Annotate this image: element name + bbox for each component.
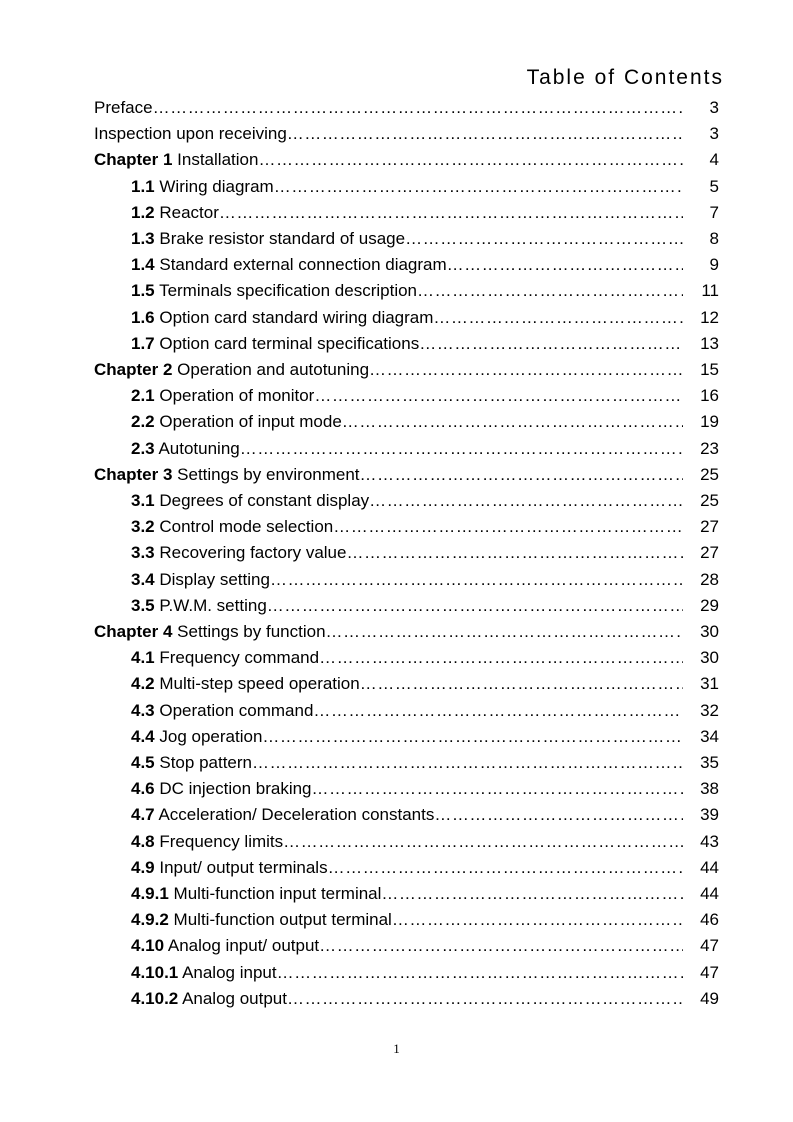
toc-entry-text [131, 645, 683, 671]
toc-entry-page: 13 [700, 333, 719, 353]
toc-entry-label: Operation of monitor [159, 386, 315, 406]
toc-entry-number: 1.7 [131, 333, 155, 353]
toc-entry-section[interactable] [0, 776, 793, 802]
toc-entry-number: 4.1 [131, 648, 155, 668]
toc-entry-number: 1.1 [131, 176, 155, 196]
toc-entry-label: Operation and autotuning [177, 360, 370, 379]
toc-entry-chapter[interactable] [0, 357, 793, 383]
toc-entry-number: Chapter 1 [94, 150, 173, 170]
toc-entry-page: 38 [700, 779, 719, 799]
toc-entry-label: Jog operation [159, 726, 263, 746]
toc-entry-label: Acceleration/ Deceleration constants [158, 805, 435, 825]
toc-entry-text [131, 750, 683, 776]
toc-entry-number: 4.10.2 [131, 988, 179, 1008]
toc-entry-section[interactable] [0, 593, 793, 619]
toc-entry-number: 4.9.2 [131, 910, 169, 930]
toc-entry-text [131, 698, 683, 724]
toc-entry-text [94, 462, 683, 488]
toc-entry-page: 32 [700, 700, 719, 720]
toc-entry-text [131, 855, 683, 881]
toc-entry-number: 1.6 [131, 307, 155, 327]
toc-entry-text [131, 488, 683, 514]
toc-entry-page: 35 [700, 753, 719, 772]
toc-entry-page: 39 [700, 805, 719, 825]
toc-entry-page: 3 [709, 98, 719, 117]
toc-entry-label: Analog output [182, 988, 287, 1008]
toc-entry-number: 4.7 [131, 805, 155, 825]
toc-entry-label: Frequency limits [159, 831, 284, 851]
toc-entry-text [131, 671, 683, 697]
toc-entry-label: Degrees of constant display [159, 491, 370, 510]
toc-entry-chapter[interactable] [0, 619, 793, 645]
toc-entry-number: 3.4 [131, 569, 155, 589]
toc-entry-number: 4.8 [131, 831, 155, 851]
toc-entry-page: 19 [700, 412, 719, 432]
toc-entry-text [131, 200, 683, 226]
toc-entry-text [131, 960, 683, 986]
toc-entry-label: Preface [94, 98, 153, 117]
toc-entry-label: Frequency command [159, 648, 320, 668]
toc-entry-page: 11 [701, 281, 719, 301]
toc-entry-section[interactable] [0, 567, 793, 593]
toc-entry-chapter[interactable] [0, 462, 793, 488]
toc-entry-section[interactable] [0, 540, 793, 566]
toc-entry-text [131, 907, 683, 933]
toc-entry-page: 15 [700, 360, 719, 379]
toc-entry-section[interactable] [0, 383, 793, 409]
toc-entry-number: 4.5 [131, 753, 155, 772]
toc-entry-page: 31 [700, 674, 719, 694]
toc-entry-number: Chapter 4 [94, 622, 173, 641]
toc-entry-text [131, 305, 683, 331]
toc-entry-text [131, 540, 683, 566]
toc-entry-section[interactable] [0, 855, 793, 881]
toc-entry-section[interactable] [0, 174, 793, 200]
toc-entry-number: 2.1 [131, 386, 155, 406]
toc-entry-section[interactable] [0, 960, 793, 986]
toc-entry-text [131, 331, 683, 357]
toc-entry-page: 27 [700, 543, 719, 563]
toc-entry-label: Recovering factory value [159, 543, 347, 563]
toc-entry-section[interactable] [0, 724, 793, 750]
toc-entry-number: 4.2 [131, 674, 155, 694]
toc-entry-number: 4.4 [131, 726, 155, 746]
toc-entry-section[interactable] [0, 488, 793, 514]
toc-entry-label: P.W.M. setting [159, 595, 267, 615]
toc-entry-text [131, 724, 683, 750]
toc-entry-label: DC injection braking [159, 779, 312, 799]
toc-entry-text [131, 776, 683, 802]
toc-entry-text [94, 619, 683, 645]
toc-entry-page: 30 [700, 622, 719, 641]
toc-entry-label: Analog input/ output [167, 936, 320, 956]
toc-entry-page: 4 [709, 150, 719, 170]
toc-entry-number: 3.3 [131, 543, 155, 563]
toc-entry-number: 2.2 [131, 412, 155, 432]
toc-entry-text [131, 802, 683, 828]
toc-entry-chapter[interactable] [0, 147, 793, 173]
toc-entry-section[interactable] [0, 305, 793, 331]
toc-entry-label: Settings by function [177, 622, 326, 641]
toc-entry-chapter[interactable] [0, 95, 793, 121]
toc-entry-text [131, 278, 683, 304]
toc-entry-text [131, 436, 683, 462]
toc-entry-text [94, 121, 683, 147]
toc-entry-label: Settings by environment [177, 464, 360, 484]
toc-entry-section[interactable] [0, 436, 793, 462]
toc-entry-text [131, 174, 683, 200]
toc-entry-text [94, 95, 683, 121]
toc-entry-label: Control mode selection [159, 517, 334, 537]
toc-entry-label: Option card standard wiring diagram [159, 307, 434, 327]
toc-entry-text [131, 567, 683, 593]
toc-entry-page: 34 [700, 726, 719, 746]
toc-entry-label: Inspection upon receiving [94, 124, 287, 144]
toc-entry-number: 3.2 [131, 517, 155, 537]
toc-entry-label: Autotuning [158, 438, 240, 458]
toc-entry-text [131, 252, 683, 278]
toc-entry-section[interactable] [0, 226, 793, 252]
toc-entry-text [131, 933, 683, 959]
toc-entry-number: 1.3 [131, 229, 155, 248]
toc-entry-label: Brake resistor standard of usage [159, 229, 406, 248]
toc-entry-page: 29 [700, 595, 719, 615]
toc-entry-label: Display setting [159, 569, 270, 589]
toc-entry-page: 49 [700, 988, 719, 1008]
toc-entry-page: 28 [700, 569, 719, 589]
toc-entry-text [94, 147, 683, 173]
toc-entry-page: 3 [709, 124, 719, 144]
toc-entry-section[interactable] [0, 881, 793, 907]
toc-entry-text [131, 881, 683, 907]
toc-entry-number: 2.3 [131, 438, 155, 458]
toc-entry-page: 7 [709, 202, 719, 222]
toc-entry-number: 3.5 [131, 595, 155, 615]
toc-entry-section[interactable] [0, 802, 793, 828]
toc-entry-page: 16 [700, 386, 719, 406]
toc-entry-page: 44 [700, 857, 719, 877]
toc-entry-number: 4.9 [131, 857, 155, 877]
toc-entry-page: 27 [700, 517, 719, 537]
toc-entry-number: Chapter 2 [94, 360, 173, 379]
toc-entry-section[interactable] [0, 698, 793, 724]
toc-entry-page: 23 [700, 438, 719, 458]
toc-entry-page: 43 [700, 831, 719, 851]
toc-entry-page: 47 [700, 936, 719, 956]
toc-entry-text [131, 514, 683, 540]
toc-entry-section[interactable] [0, 409, 793, 435]
toc-entry-label: Operation command [159, 700, 314, 720]
toc-entry-text [131, 593, 683, 619]
toc-entry-number: 4.6 [131, 779, 155, 799]
toc-entry-label: Multi-function output terminal [173, 910, 392, 930]
toc-entry-section[interactable] [0, 907, 793, 933]
toc-entry-page: 47 [700, 962, 719, 982]
toc-entry-number: Chapter 3 [94, 464, 173, 484]
toc-entry-label: Stop pattern [159, 753, 252, 772]
toc-entry-page: 25 [700, 491, 719, 510]
toc-entry-text [131, 829, 683, 855]
toc-entry-page: 12 [700, 307, 719, 327]
toc-entry-number: 4.10 [131, 936, 165, 956]
toc-entry-section[interactable] [0, 331, 793, 357]
toc-entry-page: 5 [709, 176, 719, 196]
toc-entry-section[interactable] [0, 252, 793, 278]
toc-entry-page: 30 [700, 648, 719, 668]
toc-entry-section[interactable] [0, 933, 793, 959]
toc-entry-number: 4.3 [131, 700, 155, 720]
toc-entry-section[interactable] [0, 645, 793, 671]
toc-entry-label: Multi-step speed operation [159, 674, 360, 694]
toc-entry-label: Input/ output terminals [159, 857, 328, 877]
toc-entry-section[interactable] [0, 200, 793, 226]
toc-entry-number: 1.5 [131, 281, 155, 301]
toc-entry-label: Standard external connection diagram [159, 255, 447, 275]
toc-entry-text [131, 383, 683, 409]
toc-entry-chapter[interactable] [0, 121, 793, 147]
toc-entry-section[interactable] [0, 671, 793, 697]
toc-entry-page: 25 [700, 464, 719, 484]
toc-entry-text [131, 226, 683, 252]
toc-entry-label: Multi-function input terminal [173, 884, 382, 903]
toc-entry-number: 1.4 [131, 255, 155, 275]
toc-entry-label: Analog input [182, 962, 277, 982]
toc-entry-text [94, 357, 683, 383]
toc-entry-section[interactable] [0, 986, 793, 1012]
page-title: Table of Contents [526, 66, 724, 89]
toc-entry-label: Reactor [159, 202, 219, 222]
toc-entry-label: Operation of input mode [159, 412, 342, 432]
toc-entry-number: 1.2 [131, 202, 155, 222]
toc-entry-section[interactable] [0, 829, 793, 855]
toc-entry-page: 8 [709, 229, 719, 248]
toc-entry-number: 4.10.1 [131, 962, 179, 982]
toc-entry-section[interactable] [0, 750, 793, 776]
toc-entry-page: 9 [709, 255, 719, 275]
toc-entry-label: Wiring diagram [159, 176, 274, 196]
toc-entry-section[interactable] [0, 278, 793, 304]
toc-entry-page: 46 [700, 910, 719, 930]
toc-entry-text [131, 409, 683, 435]
toc-entry-page: 44 [700, 884, 719, 903]
toc-entry-text [131, 986, 683, 1012]
toc-entry-label: Terminals specification description [159, 281, 418, 301]
toc-entry-section[interactable] [0, 514, 793, 540]
toc-entry-number: 4.9.1 [131, 884, 169, 903]
toc-entry-number: 3.1 [131, 491, 155, 510]
toc-entry-label: Installation [177, 150, 259, 170]
page-number: 1 [393, 1041, 400, 1056]
toc-entry-label: Option card terminal specifications [159, 333, 420, 353]
